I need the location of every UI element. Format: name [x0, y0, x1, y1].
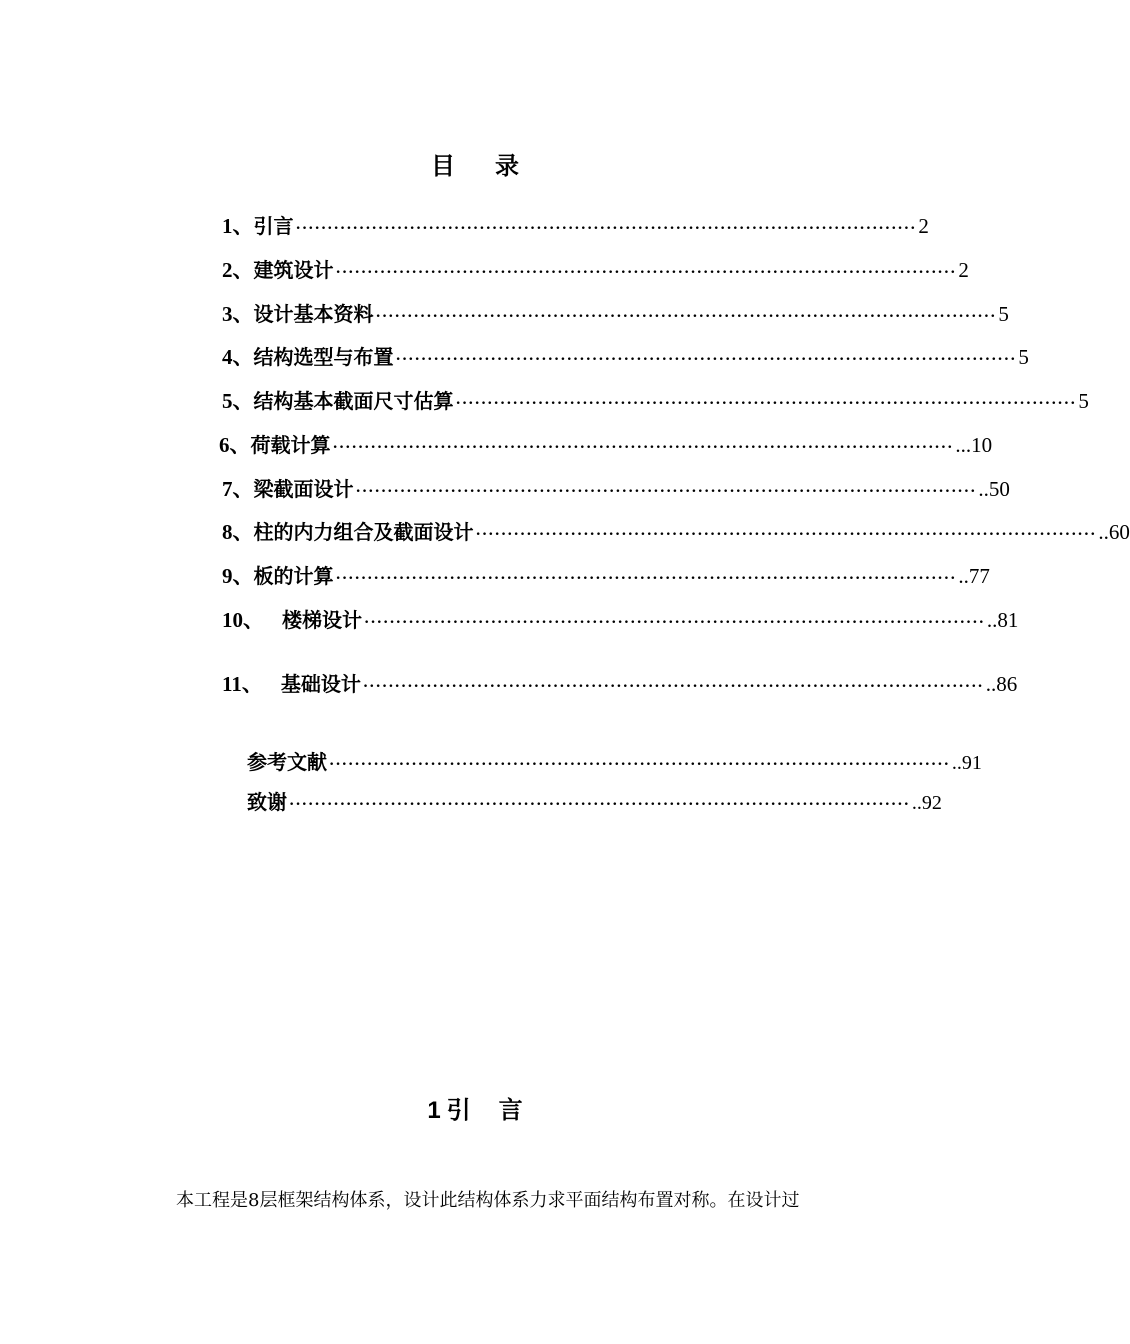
toc-entry-number: 8	[222, 520, 233, 544]
toc-entry-number: 6	[219, 433, 230, 457]
toc-entry-label: 基础设计	[280, 672, 361, 696]
toc-entry-number: 5	[222, 389, 233, 413]
toc-entry-page: 5	[1078, 389, 1089, 413]
toc-entry-label: 设计基本资料	[253, 302, 374, 326]
toc-entry-page: ..92	[911, 792, 942, 814]
toc-entry-label: 荷载计算	[250, 433, 331, 457]
toc-entry-separator: 、	[232, 257, 254, 282]
toc-entry-number: 3	[222, 302, 233, 326]
section-title-right: 言	[498, 1096, 523, 1124]
toc-entry-11[interactable]	[222, 670, 1018, 698]
body-paragraph: 本工程是8层框架结构体系，设计此结构体系力求平面结构布置对称。在设计过	[176, 1190, 800, 1211]
toc-entry-label: 引言	[253, 214, 294, 238]
toc-entry-separator: 、	[243, 607, 264, 632]
toc-entry-label: 参考文献	[247, 750, 327, 774]
toc-entry-label: 致谢	[247, 790, 287, 814]
toc-leader-dots: ··································································································	[335, 264, 957, 281]
section-number: 1	[427, 1097, 441, 1124]
section-heading	[0, 1090, 950, 1125]
toc-entry-label: 结构选型与布置	[253, 345, 394, 369]
toc-entry-number: 9	[222, 564, 233, 588]
toc-entry-separator: 、	[232, 563, 254, 588]
toc-entry-3[interactable]	[222, 300, 1009, 328]
toc-entry-separator: 、	[229, 432, 251, 457]
toc-entry-page: ..86	[985, 672, 1018, 696]
toc-entry-number: 11	[222, 672, 242, 696]
toc-leader-dots: ··································································································	[364, 614, 985, 631]
toc-entry-7[interactable]	[222, 475, 1010, 503]
toc-leader-dots: ··································································································	[289, 796, 910, 813]
toc-entry-page: 2	[918, 214, 929, 238]
toc-entry-8[interactable]	[222, 518, 1130, 546]
toc-entry-label: 板的计算	[253, 564, 334, 588]
toc-entry-page: ..60	[1098, 520, 1130, 544]
toc-entry-label: 梁截面设计	[253, 477, 354, 501]
toc-entry-10[interactable]	[222, 606, 1019, 634]
toc-entry-9[interactable]	[222, 562, 990, 590]
toc-entry-6[interactable]	[219, 431, 993, 459]
toc-title	[0, 146, 950, 181]
toc-entry-acknowledgements[interactable]	[247, 788, 942, 816]
toc-title-left: 目	[431, 152, 455, 180]
toc-entry-label: 柱的内力组合及截面设计	[253, 520, 474, 544]
toc-entry-number: 2	[222, 258, 233, 282]
toc-leader-dots: ··································································································	[475, 526, 1097, 543]
toc-entry-page: ..50	[978, 477, 1010, 501]
toc-entry-5[interactable]	[222, 387, 1089, 415]
toc-leader-dots: ··································································································	[335, 570, 957, 587]
toc-entry-separator: 、	[232, 476, 254, 501]
toc-leader-dots: ··································································································	[455, 395, 1077, 412]
toc-leader-dots: ··································································································	[362, 678, 984, 695]
toc-entry-page: ...10	[955, 433, 993, 457]
toc-entry-page: ..81	[986, 608, 1019, 632]
toc-entry-number: 10	[222, 608, 243, 632]
toc-leader-dots: ··································································································	[355, 483, 977, 500]
toc-entry-separator: 、	[241, 671, 263, 696]
toc-entry-label: 结构基本截面尺寸估算	[253, 389, 454, 413]
toc-entry-separator: 、	[232, 519, 254, 544]
toc-leader-dots: ··································································································	[375, 308, 997, 325]
toc-entry-page: ..91	[951, 752, 982, 774]
toc-entry-page: ..77	[958, 564, 990, 588]
toc-entry-separator: 、	[232, 344, 254, 369]
section-title-left: 引	[446, 1096, 471, 1124]
toc-leader-dots: ··································································································	[332, 439, 954, 456]
toc-entry-label: 楼梯设计	[282, 608, 362, 632]
toc-entry-separator: 、	[232, 388, 254, 413]
toc-entry-label: 建筑设计	[253, 258, 334, 282]
toc-entry-1[interactable]	[222, 212, 929, 240]
toc-entry-4[interactable]	[222, 343, 1029, 371]
toc-entry-separator: 、	[232, 213, 254, 238]
toc-entry-references[interactable]	[247, 748, 982, 776]
toc-leader-dots: ··································································································	[395, 351, 1017, 368]
toc-entry-number: 1	[222, 214, 233, 238]
toc-entry-separator: 、	[232, 301, 254, 326]
toc-title-right: 录	[495, 152, 519, 180]
toc-leader-dots: ··································································································	[329, 756, 950, 773]
toc-entry-number: 7	[222, 477, 233, 501]
toc-entry-page: 5	[1018, 345, 1029, 369]
toc-entry-page: 5	[998, 302, 1009, 326]
toc-entry-number: 4	[222, 345, 233, 369]
toc-leader-dots: ··································································································	[295, 220, 917, 237]
toc-entry-page: 2	[958, 258, 969, 282]
toc-entry-2[interactable]	[222, 256, 969, 284]
